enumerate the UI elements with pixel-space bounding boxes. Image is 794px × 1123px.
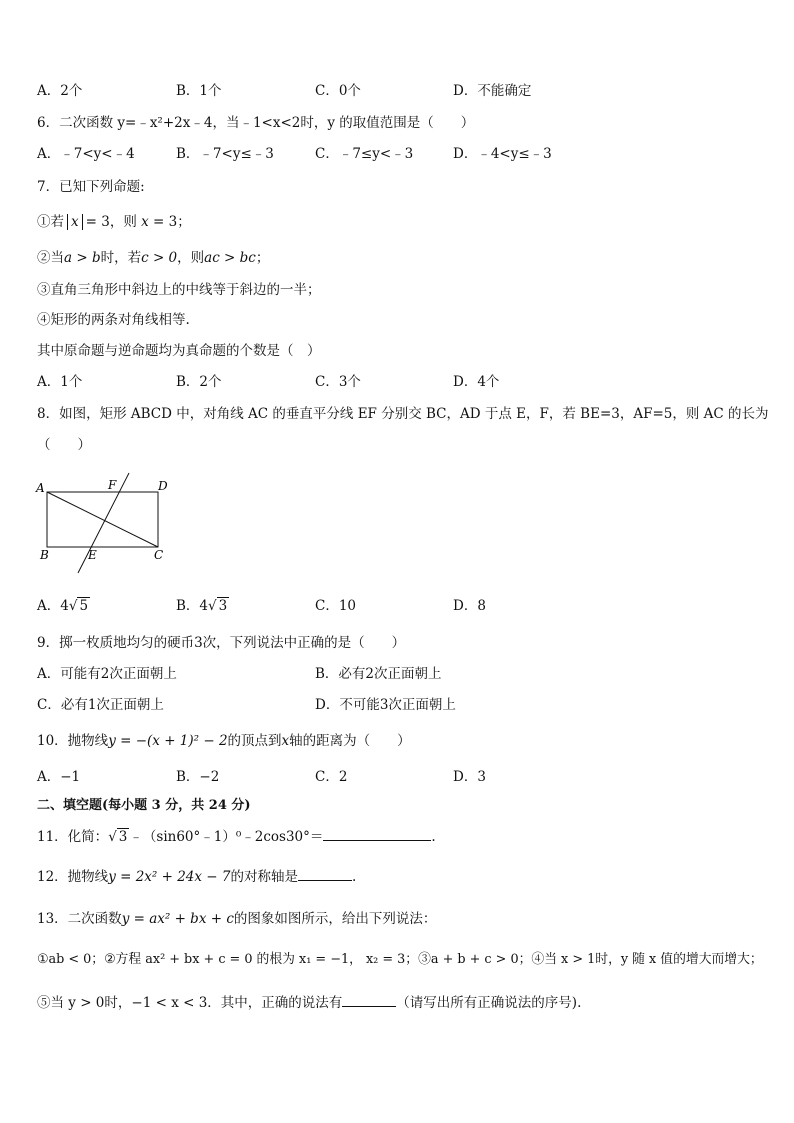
q7-option-b: B．2个 (176, 374, 222, 390)
label-d: D (158, 479, 168, 493)
diagonal-ac (47, 492, 158, 547)
q9-stem: 9．掷一枚质地均匀的硬币3次，下列说法中正确的是（ ） (37, 635, 406, 651)
q10-option-b: B．−2 (176, 769, 220, 785)
q6-option-a: A．﹣7<y<﹣4 (37, 146, 135, 162)
q8-option-c: C．10 (315, 598, 357, 614)
label-f: F (108, 478, 117, 492)
q5-option-a: A．2个 (37, 83, 83, 99)
q13-statements: ①ab < 0；②方程 ax² + bx + c = 0 的根为 x₁ = −1， x₂ = 3；③a + b + c > 0；④当 x > 1时，y 随 x 值的增大而增大； (37, 952, 763, 967)
abs-x: x (67, 214, 83, 230)
q10-option-a: A．−1 (37, 769, 81, 785)
q13-stem: 13．二次函数y = ax² + bx + c的图象如图所示，给出下列说法： (37, 911, 437, 927)
q7-proposition-3: ③直角三角形中斜边上的中线等于斜边的一半； (37, 282, 321, 298)
label-a: A (36, 481, 45, 495)
q5-option-c: C．0个 (315, 83, 361, 99)
answer-blank[interactable] (323, 828, 431, 841)
q10-option-d: D．3 (453, 769, 486, 785)
q9-option-d: D．不可能3次正面朝上 (315, 697, 456, 713)
q5-option-b: B．1个 (176, 83, 222, 99)
q8-option-b: B．4√ 3 (176, 598, 228, 614)
q6-option-b: B．﹣7<y≤﹣3 (176, 146, 274, 162)
label-e: E (88, 548, 97, 562)
q7-proposition-1: ①若 x = 3，则 x = 3； (37, 214, 191, 230)
section-heading: 二、填空题(每小题 3 分，共 24 分) (37, 798, 251, 813)
q6-option-d: D．﹣4<y≤﹣3 (453, 146, 552, 162)
q9-option-a: A．可能有2次正面朝上 (37, 666, 177, 682)
q8-paren: （ ） (37, 437, 91, 453)
q9-option-c: C．必有1次正面朝上 (37, 697, 164, 713)
rectangle-figure (30, 470, 180, 580)
q8-option-d: D．8 (453, 598, 486, 614)
q7-proposition-4: ④矩形的两条对角线相等. (37, 312, 190, 328)
q12-stem: 12．抛物线y = 2x² + 24x − 7的对称轴是 . (37, 869, 357, 885)
segment-ef (78, 473, 129, 573)
q13-statement-5: ⑤当 y > 0时，−1 < x < 3．其中，正确的说法有 （请写出所有正确说法的序号). (37, 995, 582, 1011)
q9-option-b: B．必有2次正面朝上 (315, 666, 442, 682)
answer-blank[interactable] (342, 994, 396, 1007)
q10-option-c: C．2 (315, 769, 348, 785)
q6-stem: 6．二次函数 y=﹣x²+2x﹣4，当﹣1<x<2时，y 的取值范围是（ ） (37, 115, 475, 131)
q7-stem: 7．已知下列命题: (37, 179, 145, 195)
q7-question: 其中原命题与逆命题均为真命题的个数是（ ） (37, 343, 321, 359)
q5-option-d: D．不能确定 (453, 83, 532, 99)
q7-proposition-2: ②当a > b时，若c > 0，则ac > bc； (37, 250, 270, 266)
q7-option-a: A．1个 (37, 374, 83, 390)
q8-option-a: A．4√ 5 (37, 598, 89, 614)
q7-option-c: C．3个 (315, 374, 361, 390)
q8-stem: 8．如图，矩形 ABCD 中，对角线 AC 的垂直平分线 EF 分别交 BC，AD 于点 E，F，若 BE=3，AF=5，则 AC 的长为 (37, 406, 769, 422)
q6-option-c: C．﹣7≤y<﹣3 (315, 146, 414, 162)
label-b: B (40, 548, 49, 562)
answer-blank[interactable] (298, 868, 352, 881)
q10-stem: 10．抛物线y = −(x + 1)² − 2的顶点到x轴的距离为（ ） (37, 733, 411, 749)
label-c: C (154, 548, 164, 562)
q7-option-d: D．4个 (453, 374, 500, 390)
q11-stem: 11．化简：√ 3 ﹣（sin60°﹣1）⁰﹣2cos30°＝ . (37, 829, 436, 845)
